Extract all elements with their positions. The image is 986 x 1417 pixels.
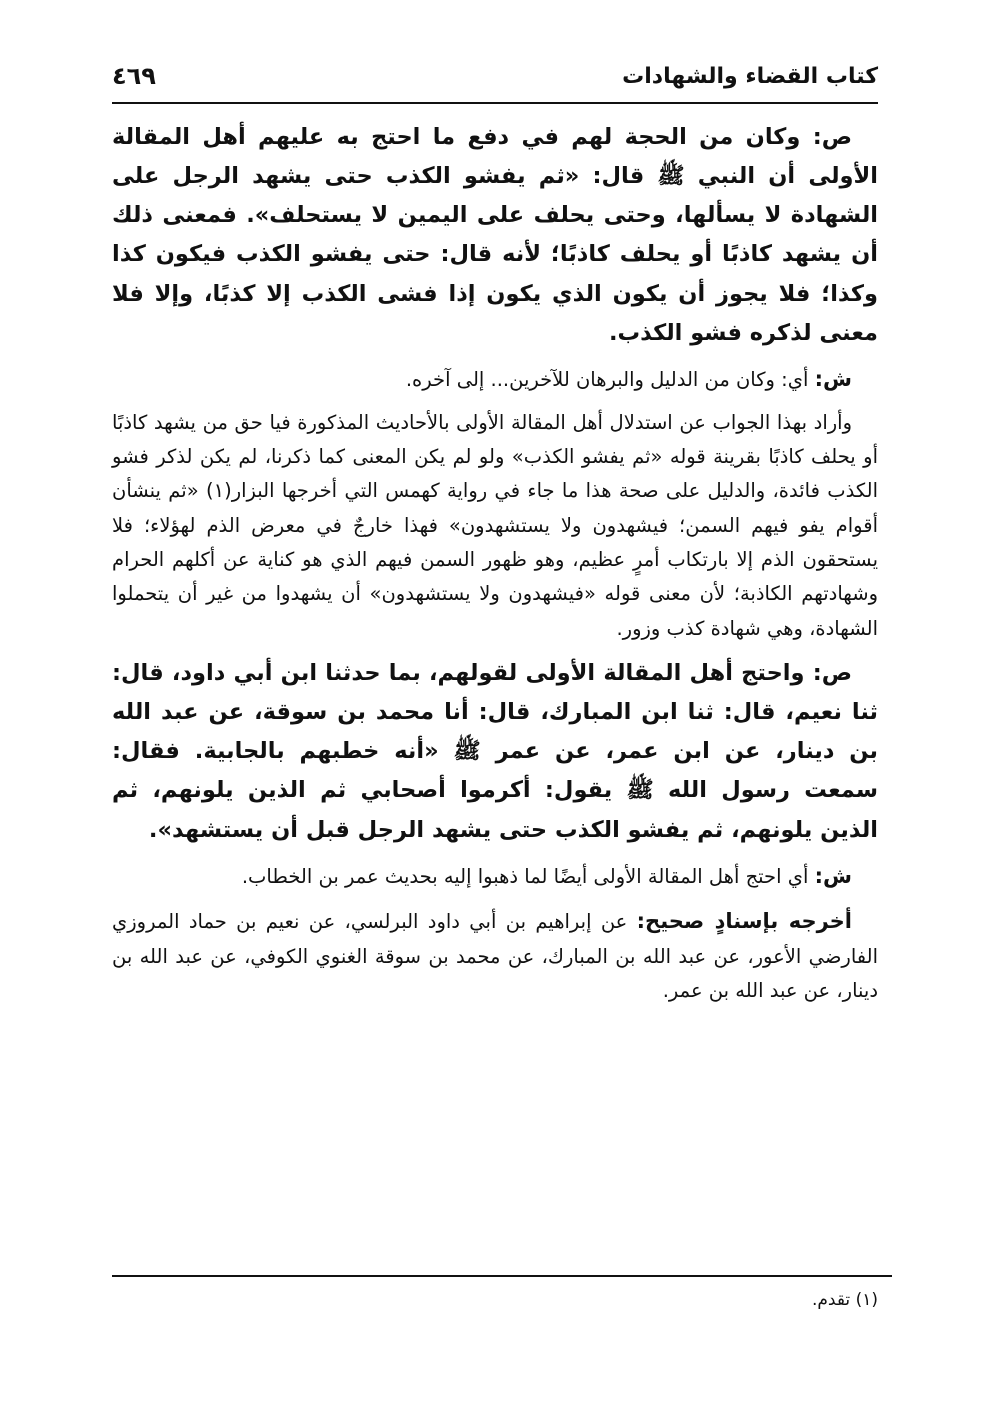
sharh-label: ش: xyxy=(814,863,852,888)
sharh-paragraph xyxy=(112,858,878,895)
sharh-paragraph xyxy=(112,361,878,398)
commentary-text: وأراد بهذا الجواب عن استدلال أهل المقالة الأولى بالأحاديث المذكورة فيا حق من يشهد كاذبًا أو يحلف كاذبًا بقرينة قوله «ثم يفشو الكذب» ولو لم يكن المعنى كما ذكرنا، لم يكن لذكر فشو الكذب فائدة، والدليل على صحة هذا ما جاء في رواية كهمس التي أخرجها البزار(١) «ثم ينشأن أقوام يفو فيهم السمن؛ فيشهدون ولا يستشهدون» فهذا خارجٌ في معرض الذم لهؤلاء؛ فلا يستحقون الذم إلا بارتكاب أمرٍ عظيم، وهو ظهور السمن فيهم الذي هو كناية عن أكلهم الحرام وشهادتهم الكاذبة؛ لأن معنى قوله «فيشهدون ولا يستشهدون» أن يشهدوا من غير أن يتحملوا الشهادة، وهي شهادة كذب وزور. xyxy=(112,410,879,640)
takhrij-text: عن إبراهيم بن أبي داود البرلسي، عن نعيم بن حماد المروزي الفارضي الأعور، عن عبد الله بن المبارك، عن محمد بن سوقة الغنوي الكوفي، عن عبد الله بن دينار، عن عبد الله بن عمر. xyxy=(112,909,878,1002)
commentary-paragraph xyxy=(112,406,878,646)
takhrij-label: أخرجه بإسنادٍ صحيح: xyxy=(636,908,853,933)
sharh-label: ش: xyxy=(814,366,852,391)
matn-text: واحتج أهل المقالة الأولى لقولهم، بما حدثنا ابن أبي داود، قال: ثنا نعيم، قال: ثنا ابن المبارك، قال: أنا محمد بن سوقة، عن عبد الله بن دينار، عن ابن عمر، عن عمر ﷺ «أنه خطبهم بالجابية. فقال: سمعت رسول الله ﷺ يقول: أكرموا أصحابي ثم الذين يلونهم، ثم الذين يلونهم، ثم يفشو الكذب حتى يشهد الرجل قبل أن يستشهد». xyxy=(112,659,878,843)
page-number: ٤٦٩ xyxy=(112,62,156,90)
sharh-text: أي: وكان من الدليل والبرهان للآخرين... إلى آخره. xyxy=(405,367,809,391)
matn-paragraph xyxy=(112,654,878,850)
footnote-divider xyxy=(112,1275,892,1277)
running-title: كتاب القضاء والشهادات xyxy=(622,64,878,89)
sharh-text: أي احتج أهل المقالة الأولى أيضًا لما ذهبوا إليه بحديث عمر بن الخطاب. xyxy=(241,864,809,888)
matn-text: وكان من الحجة لهم في دفع ما احتج به عليهم أهل المقالة الأولى أن النبي ﷺ قال: «ثم يفشو الكذب حتى يشهد الرجل على الشهادة لا يسألها، وحتى يحلف على اليمين لا يستحلف». فمعنى ذلك أن يشهد كاذبًا أو يحلف كاذبًا؛ لأنه قال: حتى يفشو الكذب فيكون كذا وكذا؛ فلا يجوز أن يكون الذي يكون إذا فشى الكذب إلا كذبًا، وإلا فلا معنى لذكره فشو الكذب. xyxy=(112,124,878,346)
matn-label: ص: xyxy=(812,659,852,686)
footnote-item: (١) تقدم. xyxy=(811,1290,878,1310)
footnotes xyxy=(812,1290,878,1310)
body-text xyxy=(112,118,878,1008)
matn-paragraph xyxy=(112,118,878,353)
running-head xyxy=(112,58,878,104)
matn-label: ص: xyxy=(812,124,852,150)
page xyxy=(112,58,878,1016)
takhrij-paragraph xyxy=(112,903,878,1009)
